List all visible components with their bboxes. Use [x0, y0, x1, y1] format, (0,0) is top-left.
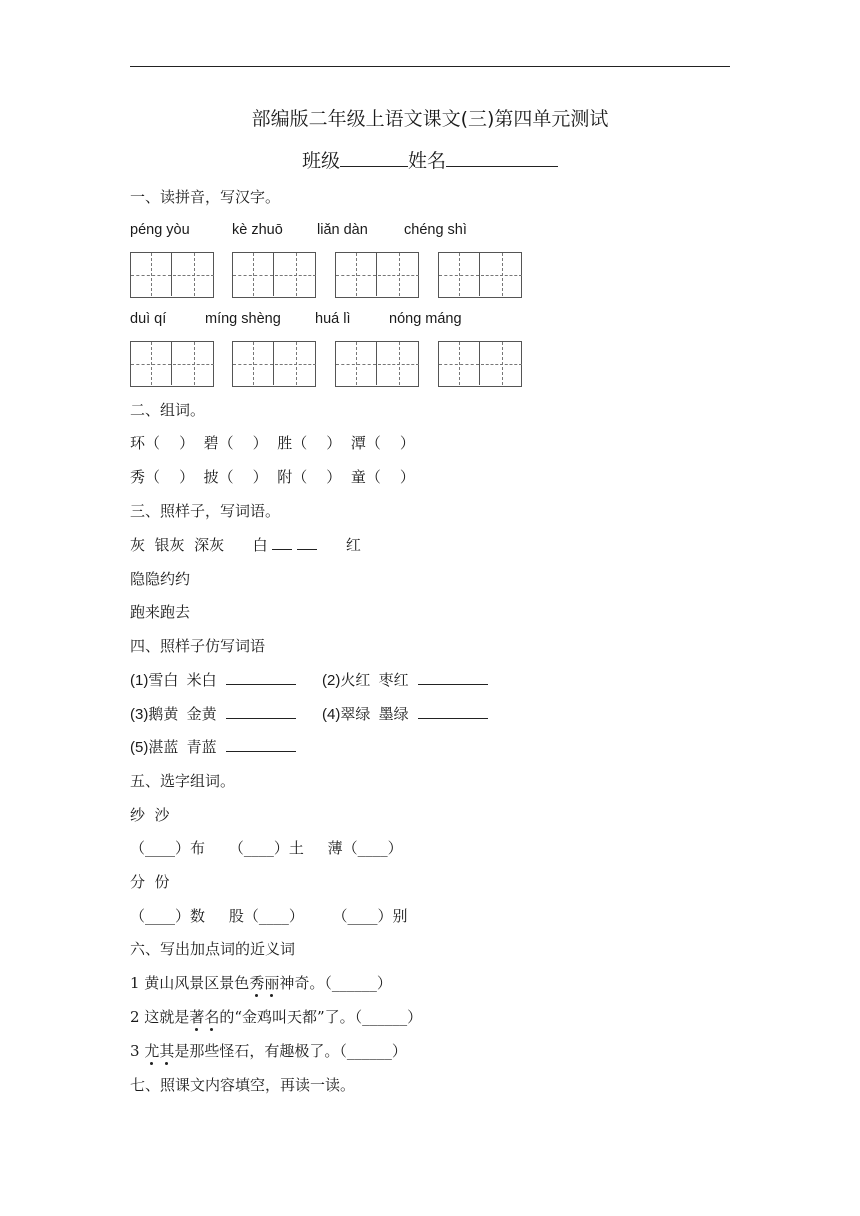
writing-grid[interactable]	[335, 252, 419, 298]
word-group-line-2: 秀（ ） 披（ ） 附（ ） 童（ ）	[130, 468, 415, 486]
blank[interactable]	[226, 704, 296, 719]
page-title: 部编版二年级上语文课文(三)第四单元测试	[251, 108, 609, 130]
blank[interactable]	[272, 535, 292, 550]
pinyin-4: chéng shì	[404, 222, 467, 238]
section-7-heading: 七、照课文内容填空，再读一读。	[130, 1076, 356, 1094]
name-blank[interactable]	[446, 152, 558, 167]
writing-grid[interactable]	[438, 341, 522, 387]
imitation-item: (2)火红 枣红	[322, 670, 488, 691]
dotted-char: 尤	[144, 1042, 160, 1060]
imitation-item: (3)鹅黄 金黄	[130, 704, 296, 725]
writing-grid[interactable]	[232, 252, 316, 298]
pattern-line-3: 跑来跑去	[130, 603, 191, 621]
class-name-line	[0, 146, 860, 173]
synonym-question-1: 1 黄山风景区景色秀丽神奇。（______）	[130, 974, 392, 992]
imitation-item: (5)湛蓝 青蓝	[130, 737, 296, 758]
writing-grid[interactable]	[232, 341, 316, 387]
blank[interactable]	[418, 670, 488, 685]
pinyin-3: liǎn dàn	[317, 222, 368, 238]
name-label: 姓名	[408, 150, 447, 172]
choose-line-1: （____）布 （____）土 薄（____）	[130, 839, 403, 857]
dotted-char: 秀	[249, 974, 265, 992]
section-4-heading: 四、照样子仿写词语	[130, 637, 266, 655]
pinyin-2: kè zhuō	[232, 222, 283, 238]
pinyin-7: huá lì	[315, 311, 351, 327]
imitation-item: (1)雪白 米白	[130, 670, 296, 691]
dotted-char: 名	[204, 1008, 220, 1026]
pattern-line-1	[130, 535, 361, 555]
top-rule	[130, 66, 730, 67]
writing-grid[interactable]	[438, 252, 522, 298]
pinyin-5: duì qí	[130, 311, 167, 327]
pinyin-8: nóng máng	[389, 311, 462, 327]
pinyin-1: péng yòu	[130, 222, 190, 238]
writing-grid[interactable]	[335, 341, 419, 387]
blank[interactable]	[418, 704, 488, 719]
writing-grid[interactable]	[130, 252, 214, 298]
section-1-heading: 一、读拼音，写汉字。	[130, 188, 281, 206]
dotted-char: 其	[159, 1042, 175, 1060]
pattern-line-2: 隐隐约约	[130, 570, 191, 588]
dotted-char: 丽	[264, 974, 280, 992]
imitation-item: (4)翠绿 墨绿	[322, 704, 488, 725]
choose-line-2: （____）数 股（____） （____）别	[130, 907, 408, 925]
char-pair-1: 纱 沙	[130, 806, 170, 824]
dotted-char: 著	[189, 1008, 205, 1026]
word-group-line-1: 环（ ） 碧（ ） 胜（ ） 潭（ ）	[130, 434, 415, 452]
section-6-heading: 六、写出加点词的近义词	[130, 940, 296, 958]
pattern-example: 灰 银灰 深灰 白	[130, 536, 273, 554]
synonym-question-3: 3 尤其是那些怪石，有趣极了。（______）	[130, 1042, 407, 1060]
synonym-question-2: 2 这就是著名的“金鸡叫天都”了。（______）	[130, 1008, 423, 1026]
section-2-heading: 二、组词。	[130, 401, 206, 419]
pinyin-6: míng shèng	[205, 311, 281, 327]
pattern-word: 红	[345, 536, 361, 554]
blank[interactable]	[297, 535, 317, 550]
writing-grid[interactable]	[130, 341, 214, 387]
blank[interactable]	[226, 737, 296, 752]
section-3-heading: 三、照样子，写词语。	[130, 502, 281, 520]
class-blank[interactable]	[340, 152, 408, 167]
class-label: 班级	[301, 150, 340, 172]
blank[interactable]	[226, 670, 296, 685]
section-5-heading: 五、选字组词。	[130, 772, 236, 790]
char-pair-2: 分 份	[130, 873, 170, 891]
